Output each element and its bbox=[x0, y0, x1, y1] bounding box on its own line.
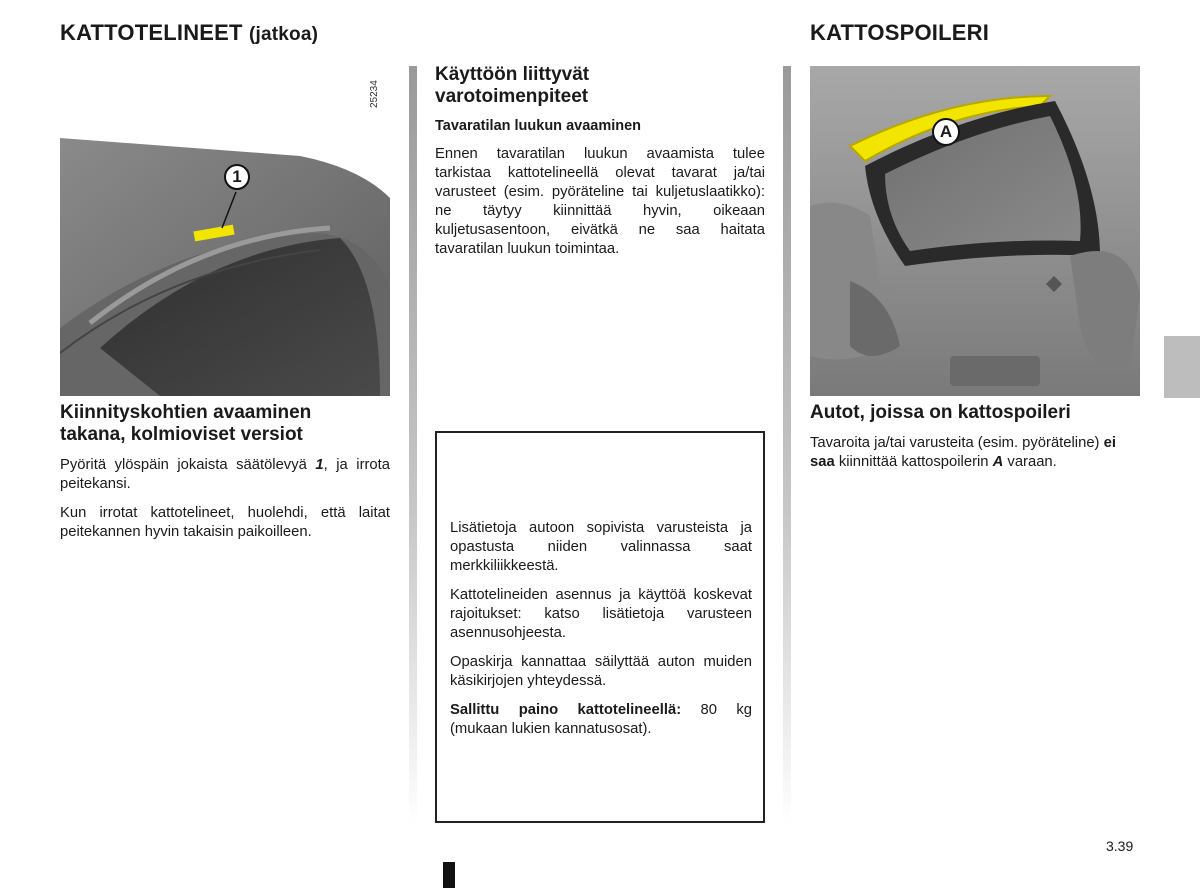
left-para-1-a: Pyöritä ylöspäin jokaista säätölevyä bbox=[60, 457, 316, 473]
left-heading-sub: (jatkoa) bbox=[248, 24, 319, 45]
right-para-1-ref: A bbox=[992, 454, 1004, 470]
right-callout-label: A bbox=[939, 122, 953, 141]
right-para-1 bbox=[810, 434, 1140, 472]
left-callout-label: 1 bbox=[232, 167, 242, 186]
middle-heading: Käyttöön liittyvät varotoimenpiteet bbox=[435, 64, 590, 107]
note-para-2: Kattotelineiden asennus ja käyttöä koskevat rajoitukset: katso lisätietoja varusteen asennusohjeesta. bbox=[450, 587, 752, 641]
page-number: 3.39 bbox=[1106, 838, 1134, 854]
left-para-1-b: , ja irrota peitekansi. bbox=[60, 457, 391, 492]
right-body bbox=[810, 434, 1140, 482]
right-heading: KATTOSPOILERI bbox=[810, 20, 990, 45]
left-callout-1 bbox=[224, 164, 250, 190]
right-callout-a bbox=[932, 118, 960, 146]
left-subheading: Kiinnityskohtien avaaminen takana, kolmioviset versiot bbox=[60, 402, 312, 445]
right-para-1-c: varaan. bbox=[1003, 454, 1057, 470]
left-body bbox=[60, 456, 390, 552]
left-para-2: Kun irrotat kattotelineet, huolehdi, että laitat peitekannen hyvin takaisin paikoilleen. bbox=[60, 505, 390, 540]
left-illustration bbox=[60, 138, 390, 396]
right-para-1-bold: ei saa bbox=[810, 435, 1116, 470]
note-box bbox=[435, 431, 765, 823]
right-para-1-b: kiinnittää kattospoilerin bbox=[834, 454, 993, 470]
middle-body bbox=[435, 145, 765, 269]
left-heading bbox=[60, 20, 318, 46]
middle-subheading: Tavaratilan luukun avaaminen bbox=[435, 118, 642, 134]
car-rear-spoiler-illustration bbox=[810, 66, 1140, 396]
left-heading-main: KATTOTELINEET bbox=[60, 20, 243, 45]
crop-marker bbox=[443, 862, 455, 888]
right-para-1-a: Tavaroita ja/tai varusteita (esim. pyöräteline) bbox=[810, 435, 1104, 451]
note-para-4-bold: Sallittu paino kattotelineellä: bbox=[450, 702, 682, 718]
right-illustration bbox=[810, 66, 1140, 396]
middle-para-1: Ennen tavaratilan luukun avaamista tulee tarkistaa kattotelineellä olevat tavarat ja/tai varusteet (esim. pyöräteline tai kuljetuslaatikko): ne täytyy kiinnittää hyvin, oikeaan kuljetusasentoon, eivätkä ne saa haitata tavaratilan luukun toimintaa. bbox=[435, 146, 765, 257]
column-separator-left bbox=[409, 66, 417, 826]
left-para-1-ref: 1 bbox=[315, 457, 324, 473]
chapter-tab bbox=[1164, 336, 1200, 398]
left-figure-id: 25234 bbox=[369, 80, 380, 108]
note-para-1: Lisätietoja autoon sopivista varusteista ja opastusta niiden valinnassa saat merkkiliikkeestä. bbox=[450, 520, 752, 574]
column-separator-right bbox=[783, 66, 791, 826]
note-para-4 bbox=[450, 701, 752, 739]
right-subheading: Autot, joissa on kattospoileri bbox=[810, 402, 1071, 423]
note-box-content bbox=[450, 519, 752, 749]
note-para-4-rest: 80 kg (mukaan lukien kannatusosat). bbox=[450, 702, 752, 737]
left-para-1 bbox=[60, 456, 390, 494]
note-para-3: Opaskirja kannattaa säilyttää auton muiden käsikirjojen yhteydessä. bbox=[450, 654, 752, 689]
